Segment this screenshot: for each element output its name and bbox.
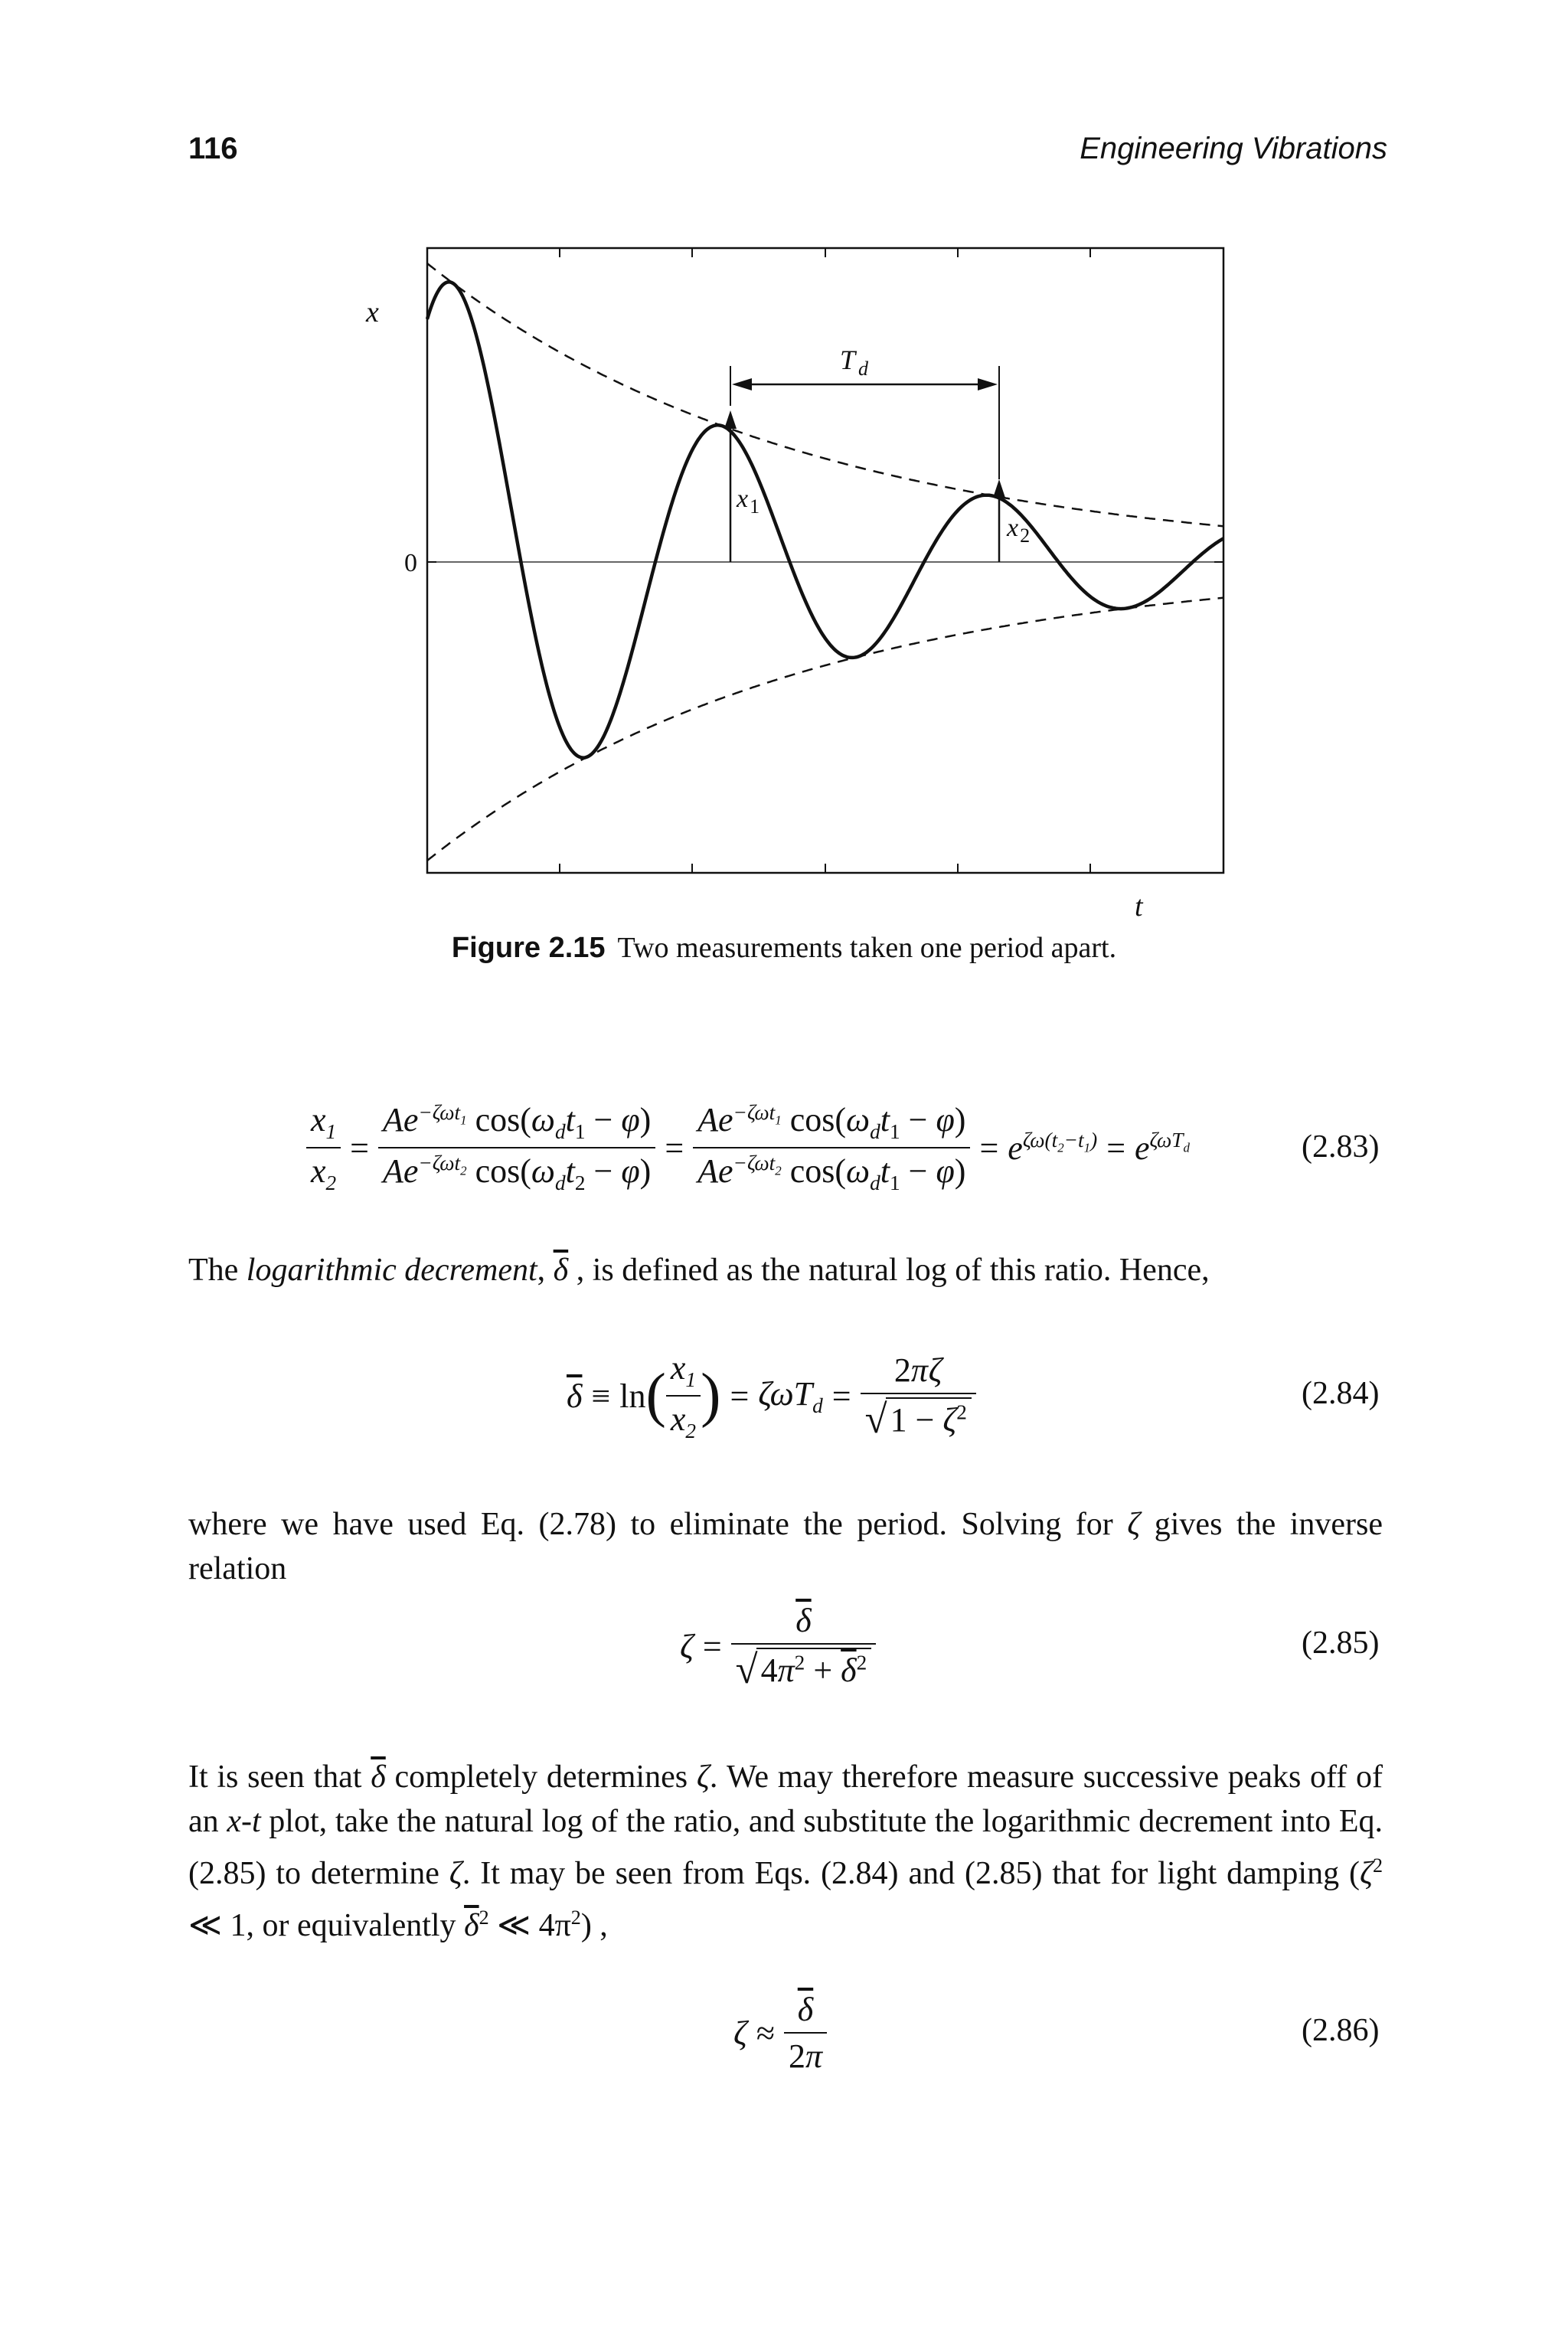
figure-caption-text: Two measurements taken one period apart. — [617, 932, 1117, 964]
equation-2-85: ζ = $\overline{\delta}$ √ $4\pi^2 + \overline{\delta}^2$ — [680, 1585, 876, 1707]
x1-label: $x_1$ — [737, 485, 760, 518]
y-tick-zero: 0 — [404, 549, 417, 577]
period-label: T $_d$ — [840, 345, 869, 380]
equation-number-2-86: (2.86) — [1302, 2013, 1380, 2048]
period-arrowhead-right — [978, 378, 998, 390]
response-curve — [427, 282, 1223, 757]
page-number: 116 — [188, 132, 238, 165]
envelope-upper — [427, 263, 1223, 526]
figure-2-15 — [0, 0, 1568, 919]
x-ticks — [427, 248, 1223, 873]
equation-number-2-83: (2.83) — [1302, 1129, 1380, 1165]
x2-arrowhead — [993, 479, 1005, 498]
figure-label: Figure 2.15 — [451, 932, 606, 964]
x-axis-label: t — [1135, 890, 1143, 919]
delta-symbol: $\overline{\delta}$ — [553, 1253, 569, 1288]
plot-frame — [427, 248, 1223, 873]
paragraph-log-decrement: The logarithmic decrement, $\overline{\delta}$ , is defined as the natural log of this ratio. Hence, — [188, 1253, 1210, 1288]
x1-arrowhead — [724, 410, 737, 429]
paragraph-inverse-relation: where we have used Eq. (2.78) to eliminate the period. Solving for ζ gives the inverse relation — [188, 1507, 1383, 1586]
ratio-x1-x2: $\frac{x_1}{x_2}$ — [306, 1100, 341, 1195]
period-arrowhead-left — [732, 378, 752, 390]
equation-2-83: $\frac{x_1}{x_2}$ = $\frac{Ae^{-\zeta\omega t_1} \cos(\omega_dt_1 - \varphi)}{Ae^{-\zeta\omega t_2} \cos(\omega_dt_2 - \varphi)}$ = $\frac{Ae^{-\zeta\omega t_1} \cos(\omega_dt_1 - \varphi)}{Ae^{-\zeta\omega t_2} \cos(\omega_dt_1 - \varphi)}$ = $e^{\zeta\omega(t_2-t_1)}$ = $e^{\zeta\omega T_d}$ — [306, 1090, 1190, 1205]
equation-number-2-84: (2.84) — [1302, 1376, 1380, 1411]
paragraph-light-damping: It is seen that $\overline{\delta}$ completely determines ζ. We may therefore measure successive peaks off of an x-t plot, take the natural log of the ratio, and substitute the logarithmic decrement into Eq. (2.85) to determine ζ. It may be seen from Eqs. (2.84) and (2.85) that for light damping ($\zeta^2$ ≪ 1, or equivalently $\overline{\delta}^2$ ≪ $4\pi^2$) , — [188, 1759, 1383, 1943]
equation-2-86: ζ ≈ $\frac{\overline{\delta}}{2\pi}$ — [733, 1975, 827, 2090]
term-logarithmic-decrement: logarithmic decrement — [246, 1253, 537, 1288]
equation-number-2-85: (2.85) — [1302, 1625, 1380, 1661]
ratio-full-2: $\frac{Ae^{-\zeta\omega t_1} \cos(\omega_dt_1 - \varphi)}{Ae^{-\zeta\omega t_2} \cos(\omega_dt_1 - \varphi)}$ — [693, 1100, 970, 1195]
ratio-full-1: $\frac{Ae^{-\zeta\omega t_1} \cos(\omega_dt_1 - \varphi)}{Ae^{-\zeta\omega t_2} \cos(\omega_dt_2 - \varphi)}$ — [378, 1100, 655, 1195]
figure-caption — [0, 931, 1568, 965]
running-head: Engineering Vibrations — [1080, 132, 1387, 165]
equation-2-84: $\overline{\delta}$ ≡ ln ( $\frac{x_1}{x_2}$ ) = ζωT$_d$ = 2πζ √ $1 - \zeta^2$ — [567, 1338, 976, 1453]
y-axis-label: x — [366, 296, 379, 328]
x2-label: $x_2$ — [1007, 514, 1031, 547]
